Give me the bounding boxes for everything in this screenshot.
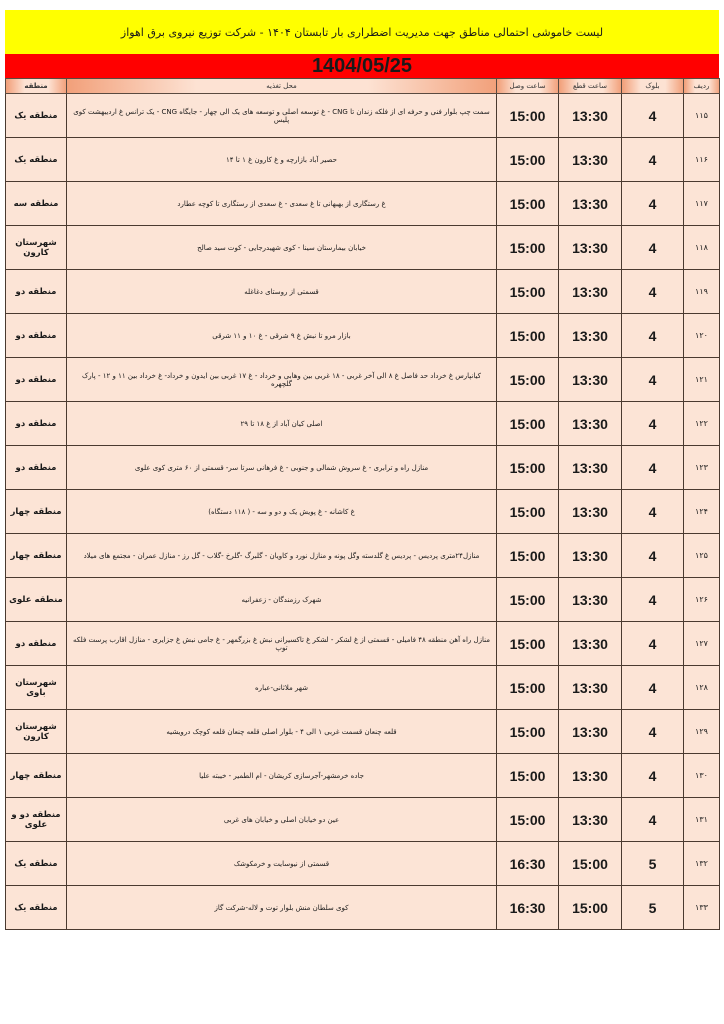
- reconnect-time: 15:00: [497, 490, 559, 534]
- block-number: 4: [622, 798, 684, 842]
- table-row: [6, 578, 720, 622]
- feed-location: شهر ملاثانی-عباره: [67, 666, 497, 710]
- block-number: 4: [622, 138, 684, 182]
- feed-location: قسمتی از نیوسایت و خرمکوشک: [67, 842, 497, 886]
- reconnect-time: 15:00: [497, 358, 559, 402]
- reconnect-time: 15:00: [497, 182, 559, 226]
- cut-time: 13:30: [559, 182, 622, 226]
- cut-time: 13:30: [559, 270, 622, 314]
- cut-time: 13:30: [559, 622, 622, 666]
- cut-time: 13:30: [559, 490, 622, 534]
- document-title: لیست خاموشی احتمالی مناطق جهت مدیریت اضطراری بار تابستان ۱۴۰۴ - شرکت توزیع نیروی برق اهواز: [120, 25, 604, 39]
- reconnect-time: 15:00: [497, 446, 559, 490]
- cut-time: 15:00: [559, 842, 622, 886]
- region: منطقه دو و علوی: [6, 798, 67, 842]
- reconnect-time: 15:00: [497, 710, 559, 754]
- row-number: ۱۱۶: [684, 138, 720, 182]
- cut-time: 13:30: [559, 798, 622, 842]
- reconnect-time: 16:30: [497, 842, 559, 886]
- feed-location: حصیر آباد بازارچه و غ کارون غ ۱ تا ۱۴: [67, 138, 497, 182]
- feed-location: عین دو خیابان اصلی و خیابان های غربی: [67, 798, 497, 842]
- table-row: [6, 94, 720, 138]
- table-row: [6, 622, 720, 666]
- row-number: ۱۳۰: [684, 754, 720, 798]
- table-row: [6, 842, 720, 886]
- header-region: منطقه: [6, 79, 67, 94]
- block-number: 4: [622, 270, 684, 314]
- block-number: 4: [622, 490, 684, 534]
- table-row: [6, 534, 720, 578]
- row-number: ۱۱۸: [684, 226, 720, 270]
- header-cut-time: ساعت قطع: [559, 79, 622, 94]
- row-number: ۱۳۳: [684, 886, 720, 930]
- block-number: 4: [622, 622, 684, 666]
- region: منطقه دو: [6, 314, 67, 358]
- cut-time: 13:30: [559, 314, 622, 358]
- table-row: [6, 798, 720, 842]
- table-body: [6, 94, 720, 930]
- region: منطقه یک: [6, 886, 67, 930]
- table-row: [6, 754, 720, 798]
- reconnect-time: 15:00: [497, 754, 559, 798]
- row-number: ۱۲۲: [684, 402, 720, 446]
- feed-location: کیانپارس غ خرداد حد فاصل غ ۸ الی آخر غربی - ۱۸ غربی بین وهابی و خرداد - غ ۱۷ غربی بین ایدون و خرداد- غ خرداد بین ۱۱ و ۱۲ - پارک گلچهره: [67, 358, 497, 402]
- header-reconnect-time: ساعت وصل: [497, 79, 559, 94]
- cut-time: 13:30: [559, 446, 622, 490]
- feed-location: جاده خرمشهر-آجرسازی کریشان - ام الطمیر - خیبته علیا: [67, 754, 497, 798]
- block-number: 4: [622, 754, 684, 798]
- table-row: [6, 710, 720, 754]
- cut-time: 13:30: [559, 94, 622, 138]
- row-number: ۱۲۰: [684, 314, 720, 358]
- region: شهرستان باوی: [6, 666, 67, 710]
- cut-time: 13:30: [559, 666, 622, 710]
- reconnect-time: 15:00: [497, 270, 559, 314]
- table-row: [6, 226, 720, 270]
- outage-table: [5, 78, 720, 930]
- row-number: ۱۲۵: [684, 534, 720, 578]
- region: شهرستان کارون: [6, 710, 67, 754]
- block-number: 4: [622, 182, 684, 226]
- reconnect-time: 15:00: [497, 798, 559, 842]
- feed-location: غ رستگاری از بهبهانی تا غ سعدی - غ سعدی از رستگاری تا کوچه عطارد: [67, 182, 497, 226]
- table-row: [6, 138, 720, 182]
- header-location: محل تغذیه: [67, 79, 497, 94]
- row-number: ۱۲۹: [684, 710, 720, 754]
- block-number: 4: [622, 710, 684, 754]
- cut-time: 13:30: [559, 710, 622, 754]
- row-number: ۱۱۵: [684, 94, 720, 138]
- cut-time: 13:30: [559, 754, 622, 798]
- feed-location: بازار مرو تا نبش غ ۹ شرقی - غ ۱۰ و ۱۱ شرقی: [67, 314, 497, 358]
- region: منطقه یک: [6, 138, 67, 182]
- block-number: 4: [622, 358, 684, 402]
- block-number: 4: [622, 666, 684, 710]
- region: منطقه یک: [6, 842, 67, 886]
- block-number: 4: [622, 94, 684, 138]
- cut-time: 13:30: [559, 534, 622, 578]
- table-row: [6, 666, 720, 710]
- header-block: بلوک: [622, 79, 684, 94]
- cut-time: 13:30: [559, 402, 622, 446]
- feed-location: شهرک رزمندگان - زعفرانیه: [67, 578, 497, 622]
- table-row: [6, 358, 720, 402]
- row-number: ۱۲۱: [684, 358, 720, 402]
- reconnect-time: 15:00: [497, 94, 559, 138]
- header-row: [6, 79, 720, 94]
- feed-location: منازل راه و ترابری - غ سروش شمالی و جنوبی - غ فرهانی سرتا سر- قسمتی از ۶۰ متری کوی علوی: [67, 446, 497, 490]
- row-number: ۱۲۸: [684, 666, 720, 710]
- date-band: [5, 54, 719, 78]
- region: منطقه دو: [6, 622, 67, 666]
- title-band: [5, 10, 719, 54]
- row-number: ۱۲۳: [684, 446, 720, 490]
- region: منطقه دو: [6, 358, 67, 402]
- row-number: ۱۲۷: [684, 622, 720, 666]
- region: منطقه چهار: [6, 754, 67, 798]
- table-row: [6, 490, 720, 534]
- block-number: 4: [622, 446, 684, 490]
- cut-time: 13:30: [559, 138, 622, 182]
- row-number: ۱۳۲: [684, 842, 720, 886]
- feed-location: قلعه چنعان قسمت غربی ۱ الی ۴ - بلوار اصلی قلعه چنعان قلعه کوچک درویشیه: [67, 710, 497, 754]
- reconnect-time: 15:00: [497, 226, 559, 270]
- block-number: 4: [622, 314, 684, 358]
- region: منطقه چهار: [6, 490, 67, 534]
- feed-location: خیابان بیمارستان سینا - کوی شهیدرجایی - کوت سید صالح: [67, 226, 497, 270]
- block-number: 5: [622, 886, 684, 930]
- feed-location: منازل۲۴متری پردیس - پردیس غ گلدسته وگل پونه و منازل نورد و کاویان - گلبرگ -گلرخ -گلاب - گل رز - منازل عمران - مجتمع های میلاد: [67, 534, 497, 578]
- reconnect-time: 15:00: [497, 402, 559, 446]
- block-number: 4: [622, 226, 684, 270]
- block-number: 4: [622, 534, 684, 578]
- region: منطقه دو: [6, 270, 67, 314]
- feed-location: قسمتی از روستای دغاغله: [67, 270, 497, 314]
- reconnect-time: 16:30: [497, 886, 559, 930]
- feed-location: غ کاشانه - غ پویش یک و دو و سه - ( ۱۱۸ دستگاه): [67, 490, 497, 534]
- reconnect-time: 15:00: [497, 578, 559, 622]
- block-number: 4: [622, 402, 684, 446]
- row-number: ۱۲۶: [684, 578, 720, 622]
- table-row: [6, 314, 720, 358]
- feed-location: اصلی کیان آباد از غ ۱۸ تا ۲۹: [67, 402, 497, 446]
- block-number: 4: [622, 578, 684, 622]
- reconnect-time: 15:00: [497, 314, 559, 358]
- row-number: ۱۲۴: [684, 490, 720, 534]
- region: منطقه یک: [6, 94, 67, 138]
- cut-time: 13:30: [559, 358, 622, 402]
- reconnect-time: 15:00: [497, 534, 559, 578]
- row-number: ۱۱۹: [684, 270, 720, 314]
- cut-time: 15:00: [559, 886, 622, 930]
- table-row: [6, 886, 720, 930]
- region: منطقه علوی: [6, 578, 67, 622]
- schedule-date: 1404/05/25: [311, 54, 413, 77]
- header-row-number: ردیف: [684, 79, 720, 94]
- table-row: [6, 270, 720, 314]
- region: منطقه سه: [6, 182, 67, 226]
- region: شهرستان کارون: [6, 226, 67, 270]
- table-row: [6, 402, 720, 446]
- table-row: [6, 446, 720, 490]
- feed-location: کوی سلطان منش بلوار توت و لاله-شرکت گاز: [67, 886, 497, 930]
- cut-time: 13:30: [559, 226, 622, 270]
- reconnect-time: 15:00: [497, 666, 559, 710]
- reconnect-time: 15:00: [497, 622, 559, 666]
- region: منطقه دو: [6, 446, 67, 490]
- feed-location: سمت چپ بلوار فنی و حرفه ای از فلکه زندان تا CNG - غ توسعه اصلی و توسعه های یک الی چهار - جایگاه CNG - یک ترانس غ اردیبهشت کوی پلیس: [67, 94, 497, 138]
- block-number: 5: [622, 842, 684, 886]
- row-number: ۱۱۷: [684, 182, 720, 226]
- cut-time: 13:30: [559, 578, 622, 622]
- region: منطقه چهار: [6, 534, 67, 578]
- region: منطقه دو: [6, 402, 67, 446]
- row-number: ۱۳۱: [684, 798, 720, 842]
- reconnect-time: 15:00: [497, 138, 559, 182]
- outage-schedule-sheet: [5, 10, 719, 930]
- table-row: [6, 182, 720, 226]
- feed-location: منازل راه آهن منطقه ۴۸ فامیلی - قسمتی از غ لشکر - لشکر غ تاکسیرانی نبش غ بزرگمهر - غ جامی نبش غ جزایری - منازل اقارب پرست فلکه توپ: [67, 622, 497, 666]
